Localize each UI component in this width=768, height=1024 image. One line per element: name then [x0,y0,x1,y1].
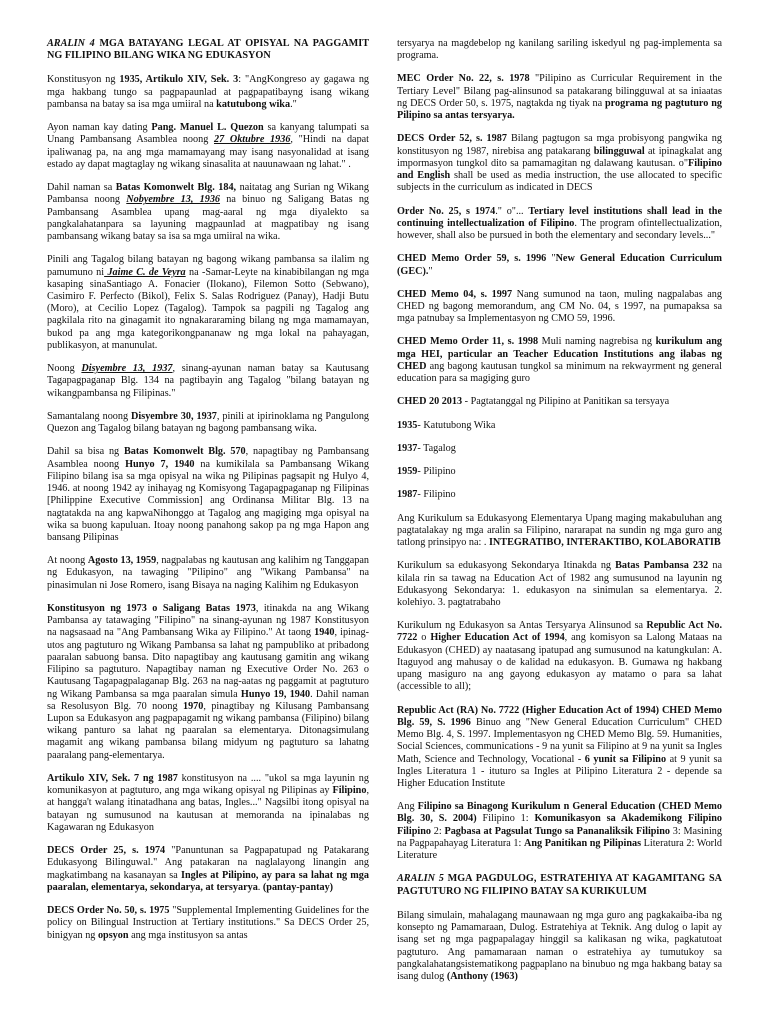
text-run: 27 Oktubre 1936 [213,134,291,146]
paragraph [47,254,369,352]
paragraph [47,74,369,111]
text-run: , itinakda na ang Wikang Pambansa ay tatawaging "Filipino" na sinang-ayunan ng 1987 Konstitusyon na nagsasaad na "Ang Pambansang Wika ay Filipino." At taong [47,602,370,639]
paragraph [397,705,722,791]
text-run: Hunyo 19, 1940 [240,688,311,700]
text-run: Nang sumunod na taon, muling nagpalabas ang CHED ng bagong memorandum, ang CM No. 04, s 1997, na pumapaksa sa mga patnubay sa Implementasyon ng CMO 59, 1996. [397,288,722,325]
text-run: DECS Order 52, s. 1987 [397,133,507,145]
paragraph [47,845,369,894]
text-run: konstitusyon na .... "ukol sa mga layunin ng komunikasyon at pagtuturo, ang mga wikang opisyal ng Pilipinas ay [47,772,369,797]
paragraph [47,363,369,400]
text-run: Order No. 25, s 1974 [397,205,496,217]
text-run: Filipino and English [397,157,722,182]
text-run: New General Education Curriculum (GEC). [397,253,722,277]
text-run: Muli naming nagrebisa ng [538,336,656,348]
text-run: - Katutubong Wika [417,419,496,431]
text-run: Jaime C. de Veyra [104,266,186,278]
text-run: MGA PAGDULOG, ESTRATEHIYA AT KAGAMITANG SA PAGTUTURO NG FILIPINO BATAY SA KURIKULUM [397,873,722,897]
text-run: Kurikulum ng Edukasyon sa Antas Tersyarya Alinsunod sa [397,620,647,632]
text-run: 1970 [182,700,204,712]
text-run: tersyarya na magdebelop ng kanilang sariling iskedyul ng pag-implementa sa programa. [397,38,722,62]
text-run: CHED 20 2013 [397,396,463,408]
text-run: Ayon naman kay dating [47,122,152,134]
paragraph [397,420,722,432]
paragraph [397,289,722,326]
text-run: Agosto 13, 1959 [87,555,157,567]
text-run: , nagpalabas ng kautusan ang kalihim ng Tanggapan ng Edukasyon, na tawaging "Pilipino" ang "Wikang Pambansa" na pinasimulan ni Jose Romero, isang Bisaya na naging Kalihim ng Edukasyon [47,555,369,591]
text-run: katutubong wika [216,98,291,110]
text-run: Komunikasyon sa Akademikong Filipino Filipino [397,813,723,837]
paragraph [397,910,722,983]
section-heading [397,873,722,897]
text-run: Literatura 2: World Literature [397,837,722,862]
right-column [397,38,722,994]
text-run: DECS Order 25, s. 1974 [47,845,166,857]
paragraph [47,603,369,762]
text-run: Samantalang noong [47,410,132,422]
text-run: . The program ofintellectualization, however, shall also be pursued in both the elementary and secondary levels..." [397,217,722,242]
text-run: na kumikilala sa Pambansang Wikang Filipino bilang isa sa mga opisyal na wika ng Pilipinas pagsapit ng Hulyo 4, 1946. at noong 1942 ay inihayag ng Komisyong Tagapagpaganap ng Filipinas [Philippine Executive Commission] ang Ordinansa Militar Blg. 13 na nagtatakda na ang kapwaNihonggo at Tagalog ang magiging mga opisyal na wika sa buong kapuluan. Itoay noong panahong sakop pa ng mga Hapon ang bansang Pilipinas [47,458,369,543]
text-run: Hunyo 7, 1940 [125,458,195,470]
paragraph [397,336,722,385]
paragraph [397,253,722,277]
text-run: Batas Komonwelt Blg. 570 [123,446,246,458]
paragraph [47,411,369,435]
section-heading [47,38,369,62]
paragraph [397,38,722,62]
text-run: . Dahil naman sa Resolusyon Blg. 70 noong [47,688,370,712]
paragraph [47,446,369,544]
text-run: INTEGRATIBO, INTERAKTIBO, KOLABORATIB [488,537,721,549]
text-run: ARALIN 4 [47,38,95,49]
text-run: Disyembre 13, 1937 [81,363,173,375]
text-run: ang bagong kautusan tungkol sa minimum na rekwayrment ng general education para sa magiging guro [397,360,722,385]
text-run: Konstitusyon ng [47,74,120,86]
text-run: DECS Order No. 50, s. 1975 [47,905,170,917]
text-run: CHED Memo Order 59, s. 1996 [397,253,547,265]
text-run: Dahil naman sa [47,182,116,194]
text-run: ARALIN 5 [397,873,444,885]
text-run: "Panuntunan sa Pagpapatupad ng Patakarang Edukasyong Bilinguwal." Ang patakaran na naglalayong linangin ang magkatimbang na kasanayan sa [47,845,369,881]
text-run: at 9 yunit sa Ingles Literatura 1 - ituturo sa Ingles at Pilipino Literatura 2 - depende sa Higher Education Institute [397,753,722,790]
text-run: 1940 [314,627,335,639]
text-run: 1987 [397,489,418,501]
text-run: , pinili at ipirinoklama ng Pangulong Quezon ang Tagalog bilang batayan ng bagong pambansang wika. [47,410,370,435]
text-run: naitatag ang Surian ng Wikang Pambansa noong [47,182,369,206]
text-run: Filipino sa Binagong Kurikulum n General Education (CHED Memo Blg. 30, S. 2004) [397,801,722,825]
text-run: Disyembre 30, 1937 [131,410,217,422]
text-run: , "Hindi na dapat ipaliwanag pa, na ang mga mamamayang may isang nasyonalidad at isang estado ay dapat magtaglay ng wikang sinasalita at nauunawaan ng lahat." . [47,134,370,170]
text-run: , ang komisyon sa Lalong Mataas na Edukasyon (CHED) ay naatasang ipatupad ang sumusunod na katungkulan: A. Itaguyod ang mahusay o de kalidad na edukasyon. B. Gumawa ng hakbang upang masiguro na ang gayong edukasyon ay matamo o para sa lahat (accessible to all); [397,632,723,693]
text-run: . [257,881,263,893]
text-run: Artikulo XIV, Sek. 7 ng 1987 [47,772,178,784]
text-run: Pagbasa at Pagsulat Tungo sa Pananaliksik Filipino [444,825,671,837]
text-run: Pang. Manuel L. Quezon [151,122,264,134]
text-run: ." [290,98,297,110]
text-run: Pinili ang Tagalog bilang batayan ng bagong wikang pambansa sa ilalim ng pamumuno ni [47,254,369,278]
paragraph [397,73,722,122]
paragraph [397,620,722,693]
text-run: at ipinagkalat ang impormasyon tungkol dito sa pamamagitan ng dalawang kautusan. o" [397,145,722,169]
paragraph [397,801,722,862]
text-run: , napagtibay ng Pambansang Asamblea noong [47,446,369,470]
text-run: ang mga institusyon sa antas [128,929,248,941]
text-run: Batas Komonwelt Blg. 184, [115,182,237,194]
text-run: " [428,265,433,277]
text-run: Ang [397,801,418,813]
text-run: Binuo ang "New General Education Curriculum" CHED Memo Blg. 4, S. 1997. Implementasyon ng CHED Memo Blg. 59. Humanities, Social Sciences, communications - 9 na yunit sa Filipino at 9 na yunit sa Ingles Math, Science and Technology, Vocational - [397,716,722,765]
text-run: Noong [47,363,82,375]
text-run: , ipinag-utos ang pagtuturo ng Wikang Pambansa sa lahat ng pampubliko at pribadong paaralan sabuong bansa. Dito napagtibay ang kautusang gamitin ang wikang Filipino sa pagtuturo. Napagtibay naman ng Executive Order No. 263 o Kautusang Tagapagpalaganap Blg. 263 na nag-aatas ng paggamit at pagtuturo ng Wikang Pambansa sa mga paaralan simula [47,627,369,700]
text-run: shall be used as media instruction, the use allocated to specific subjects in the curriculum as indicated in DECS [397,170,722,194]
text-run: 6 yunit sa Filipino [584,753,667,765]
text-run: 1935 [397,419,418,431]
text-run: At noong [47,555,88,567]
paragraph [397,513,722,550]
text-run: opsyon [97,929,129,941]
text-run: Dahil sa bisa ng [47,446,124,458]
text-run: 2: [430,825,445,837]
text-run: Republic Act No. 7722 [397,620,722,644]
paragraph [47,905,369,942]
paragraph [47,182,369,243]
text-run: Filipino [332,785,367,797]
text-run: Ang Kurikulum sa Edukasyong Elementarya Upang maging makabuluhan ang pagtatalakay ng mga aralin sa Filipino, nararapat na sundin ng mga guro ang tatlong prinsipyo na: . [397,512,722,549]
text-run: " [546,253,556,265]
paragraph [47,122,369,171]
text-run: Ang Panitikan ng Pilipinas [523,837,642,849]
paragraph [397,396,722,408]
text-run: 1937 [397,442,418,454]
text-run: Tertiary level institutions shall lead in the continuing intellectualization of Filipino [397,205,722,229]
text-run: , at hangga't walang itinatadhana ang batas, Ingles..." Nagsilbi itong opisyal na batayan ng sumusunod na kautusan at memoranda na ipinalabas ng Kagawaran ng Edukasyon [47,785,369,833]
text-run: MEC Order No. 22, s. 1978 [397,73,530,85]
text-run: kurikulum ang mga HEI, particular an Teacher Education Institutions ang ilabas ng CHED [397,336,722,372]
text-run: 1935, Artikulo XIV, Sek. 3 [119,74,239,86]
text-run: Bilang pagtugon sa mga probisyong pangwika ng konstitusyon ng 1987, nirebisa ang patakarang [397,133,722,157]
paragraph [397,206,722,243]
text-run: CHED Memo 04, s. 1997 [397,288,513,300]
paragraph [47,555,369,592]
text-run: Filipino 1: [476,813,535,825]
text-run: Republic Act (RA) No. 7722 (Higher Education Act of 1994) CHED Memo Blg. 59, S. 1996 [397,704,722,728]
text-run: CHED Memo Order 11, s. 1998 [397,336,539,348]
text-run: - Pagtatanggal ng Pilipino at Panitikan sa tersyaya [462,396,670,408]
text-run: : "AngKongreso ay gagawa ng mga hakbang tungo sa pagpapaunlad at pagpapatibayng isang wikang pambansa na batay sa isa mga umiiral na [47,74,370,110]
text-run: Batas Pambansa 232 [615,560,709,572]
paragraph [397,466,722,478]
paragraph [47,773,369,834]
text-run: sa kanyang talumpati sa Unang Pambansang Asamblea noong [47,122,369,146]
paragraph [397,489,722,501]
paragraph [397,560,722,609]
text-run: o [417,632,431,644]
paragraph [397,133,722,194]
text-run: - Pilipino [417,466,456,478]
text-run: , pinagtibay ng Kilusang Pambansang Lupon sa Edukasyon ang pagpapagamit ng wikang pambansa (Filipino) bilang wikang panturo sa lahat ng paaralan sa elementarya. Ditonagsimulang magamit ang wikang pambansa bilang midyum ng pagtuturo sa lahatng paaralang pang-elementarya. [47,700,369,761]
text-run: Higher Education Act of 1994 [430,632,565,644]
left-column [47,38,369,953]
text-run: , sinang-ayunan naman batay sa Kautusang Tagapagpaganap Blg. 134 na pagtibayin ang Tagalog "bilang batayan ng wikangpambansa ng Filipinas." [47,363,370,399]
text-run: bilingguwal [593,145,645,157]
text-run: programa ng pagtuturo ng Pilipino sa antas tersyarya. [397,97,722,122]
text-run: (pantay-pantay) [262,881,334,893]
text-run: (Anthony (1963) [446,971,518,983]
text-run: na -Samar-Leyte na kinabibilangan ng mga kasaping sinaSantiago A. Fonacier (Ilokano), Filemon Sotto (Sebwano), Casimiro F. Perfecto (Bikol), Felix S. Salas Rodriguez (Panay), Hadji Butu (Moro), at Cecilio Lopez (Tagalog). Tampok sa pagpili ng Tagalog ang pagkilala rito na ginagamit ito ngnakararaming bilang ng mga mamamayan, bukod pa ang mga kategorikongpananaw ng mga lokal na pahayagan, publikasyon, at manunulat. [47,266,369,351]
text-run: "Supplemental Implementing Guidelines for the policy on Bilingual Instruction at Tertiary institutions." Sa DECS Order 25, binigyan ng [47,905,369,941]
text-run: Ingles at Pilipino, ay para sa lahat ng mga paaralan, elementarya, sekondarya, at tersyarya [47,869,369,893]
text-run: Konstitusyon ng 1973 o Saligang Batas 1973 [47,602,256,614]
text-run: Nobyembre 13, 1936 [126,194,221,206]
text-run: 1959 [397,466,418,478]
text-run: na kilala rin sa tawag na Education Act of 1982 ang sumusunod na layunin ng Edukasyong Sekondarya: 1. edukasyon na sinimulan sa elementarya. 2. kolehiyo. 3. pagtatrabaho [397,560,722,608]
text-run: - Filipino [417,489,456,501]
text-run: "Pilipino as Curricular Requirement in the Tertiary Level" Bilang pag-alinsunod sa patakarang bilingguwal at sa iniaatas ng DECS Order 50, s. 1975, nagtakda ng tiyak na [397,73,722,109]
text-run: na binuo ng Saligang Batas ng Pambansang Asamblea upang mag-aaral ng mga diyalekto sa pangkalahatanpara sa layuning magpaunlad at magpatibay ng isang pambansang wikang batay sa isa sa mga umiiral na wika. [47,194,370,243]
text-run: - Tagalog [417,442,456,454]
text-run: 3: Masining na Pagpapahayag Literatura 1: [397,825,722,849]
text-run: ." o"... [495,205,529,217]
text-run: MGA BATAYANG LEGAL AT OPISYAL NA PAGGAMIT NG FILIPINO BILANG WIKA NG EDUKASYON [47,38,369,62]
text-run: Bilang simulain, mahalagang maunawaan ng mga guro ang pagkakaiba-iba ng konsepto ng Pamamaraan, Dulog. Estratehiya at Teknik. Ang dulog o lapit ay isang set ng mga pagpapalagay hinggil sa kalikasan ng wika, pagkatutoat pagtuturo. Ang pamamaraan naman o estratehiya ay tumutukoy sa pangkalahatangsistematikong pagpaplano na binubuo ng mga hakbang batay sa isang dulog [397,909,722,983]
text-run: Kurikulum sa edukasyong Sekondarya Itinakda ng [397,560,616,572]
paragraph [397,443,722,455]
